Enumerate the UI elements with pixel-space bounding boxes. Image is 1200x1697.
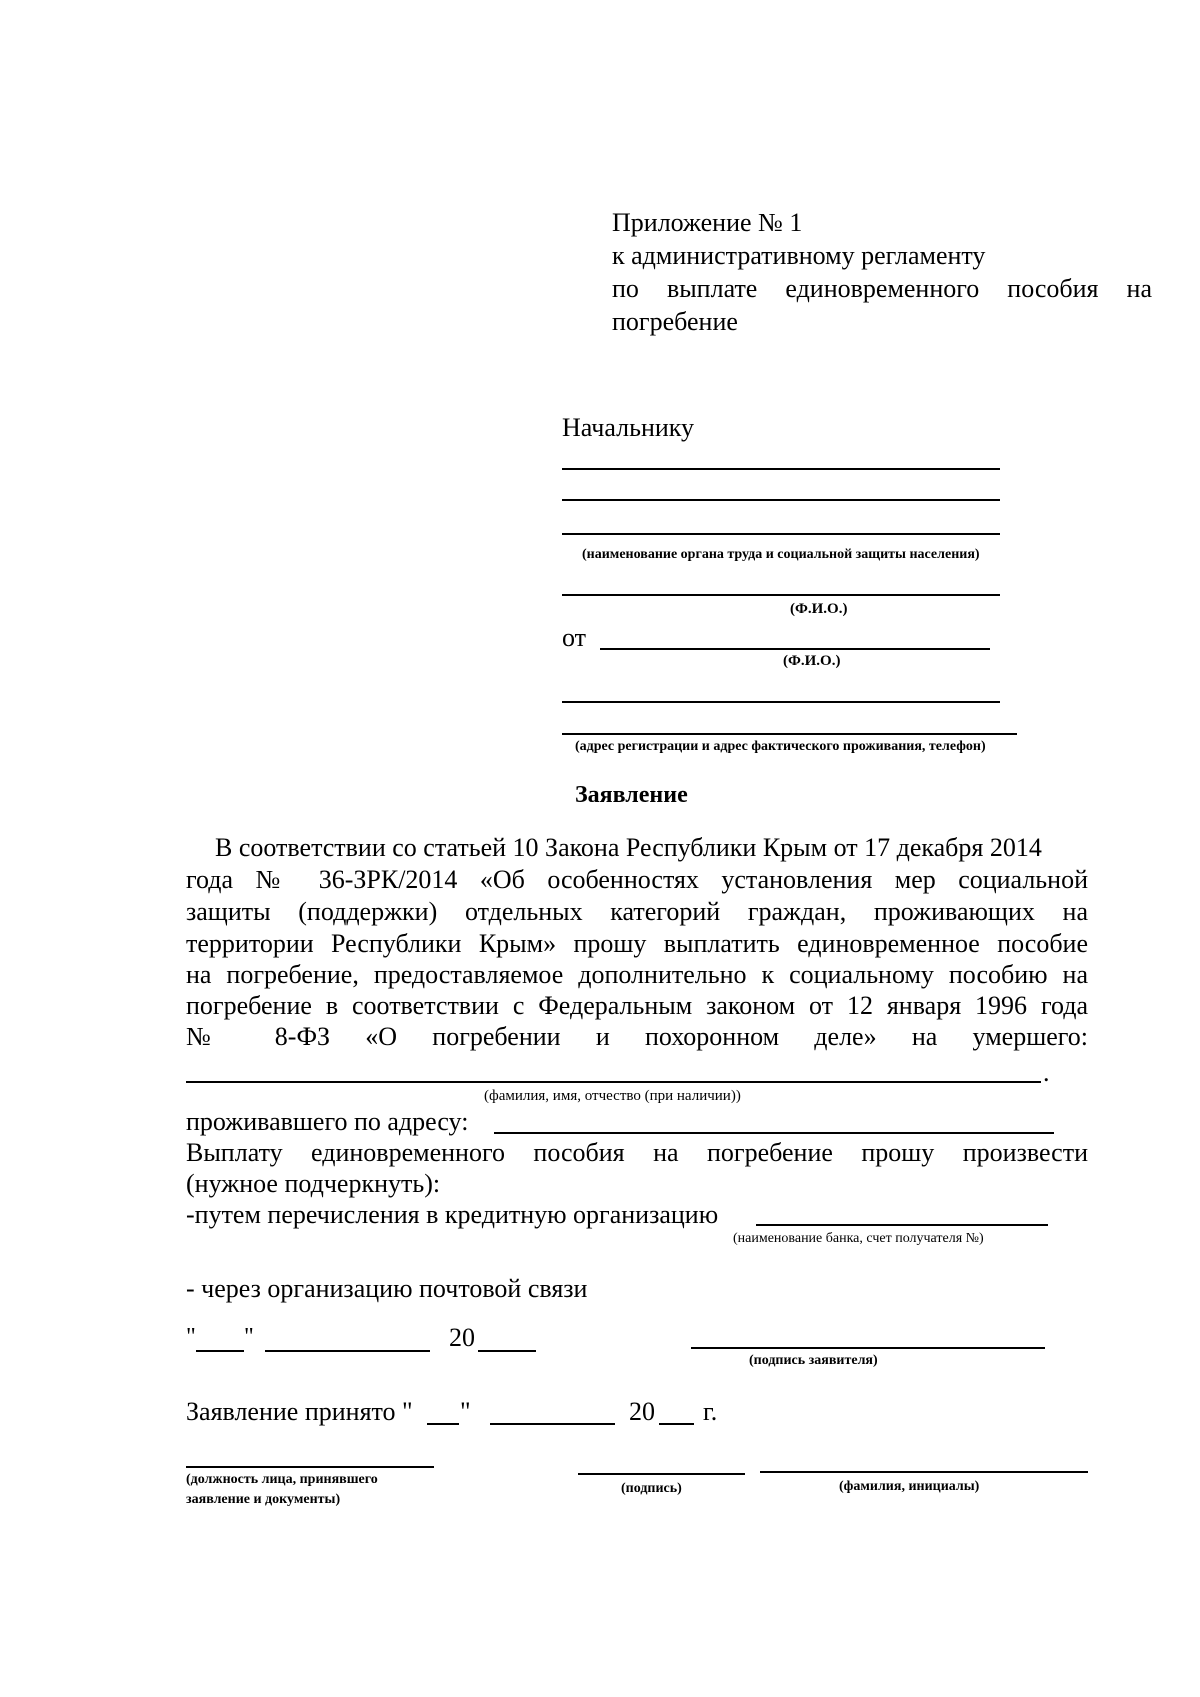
from-fio-line[interactable] bbox=[600, 648, 990, 650]
deceased-name-line[interactable] bbox=[186, 1081, 1041, 1083]
payment-line-2: (нужное подчеркнуть): bbox=[186, 1169, 441, 1198]
fio-caption-2: (Ф.И.О.) bbox=[783, 653, 841, 669]
date-month-line[interactable] bbox=[265, 1350, 430, 1352]
date-year-line[interactable] bbox=[478, 1350, 536, 1352]
org-caption: (наименование органа труда и социальной защиты населения) bbox=[582, 547, 980, 562]
position-caption-line-2: заявление и документы) bbox=[186, 1492, 341, 1507]
paragraph-line-3: защиты (поддержки) отдельных категорий граждан, проживающих на bbox=[186, 897, 1088, 926]
date-quote-close: " bbox=[244, 1324, 254, 1350]
acceptance-year-suffix: г. bbox=[703, 1397, 718, 1426]
appendix-line-3: по выплате единовременного пособия на bbox=[612, 274, 1152, 303]
appendix-line-1: Приложение № 1 bbox=[612, 208, 803, 237]
addressee-fio-line[interactable] bbox=[562, 594, 1000, 596]
residence-label: проживавшего по адресу: bbox=[186, 1107, 469, 1136]
official-position-line[interactable] bbox=[186, 1466, 434, 1468]
option-post[interactable]: - через организацию почтовой связи bbox=[186, 1274, 588, 1303]
acceptance-year-prefix: 20 bbox=[629, 1397, 655, 1426]
addressee-blank-line-3[interactable] bbox=[562, 533, 1000, 535]
document-title: Заявление bbox=[575, 782, 688, 808]
option-bank[interactable]: -путем перечисления в кредитную организацию bbox=[186, 1200, 719, 1229]
appendix-line-2: к административному регламенту bbox=[612, 241, 986, 270]
date-quote-open: " bbox=[186, 1324, 196, 1350]
addressee-blank-line-1[interactable] bbox=[562, 468, 1000, 470]
acceptance-quote-close: " bbox=[460, 1397, 471, 1426]
bank-caption: (наименование банка, счет получателя №) bbox=[733, 1231, 984, 1246]
fio-caption-1: (Ф.И.О.) bbox=[790, 601, 848, 617]
residence-line[interactable] bbox=[494, 1132, 1054, 1134]
from-label: от bbox=[562, 623, 587, 652]
addressee-to-label: Начальнику bbox=[562, 413, 695, 442]
paragraph-line-6: погребение в соответствии с Федеральным законом от 12 января 1996 года bbox=[186, 991, 1088, 1020]
paragraph-line-1: В соответствии со статьей 10 Закона Республики Крым от 17 декабря 2014 bbox=[215, 833, 1042, 862]
applicant-signature-caption: (подпись заявителя) bbox=[749, 1353, 878, 1368]
paragraph-line-7: № 8-ФЗ «О погребении и похоронном деле» на умершего: bbox=[186, 1022, 1088, 1051]
official-signature-caption: (подпись) bbox=[621, 1481, 682, 1496]
acceptance-label: Заявление принято " bbox=[186, 1397, 413, 1426]
date-day-line[interactable] bbox=[196, 1350, 244, 1352]
address-line-2[interactable] bbox=[562, 733, 1017, 735]
payment-line-1: Выплату единовременного пособия на погребение прошу произвести bbox=[186, 1138, 1088, 1167]
acceptance-month-line[interactable] bbox=[490, 1423, 615, 1425]
bank-line[interactable] bbox=[756, 1224, 1048, 1226]
acceptance-day-line[interactable] bbox=[427, 1423, 459, 1425]
official-signature-line[interactable] bbox=[578, 1473, 745, 1475]
address-caption: (адрес регистрации и адрес фактического проживания, телефон) bbox=[575, 739, 986, 754]
deceased-caption: (фамилия, имя, отчество (при наличии)) bbox=[484, 1088, 741, 1104]
acceptance-year-line[interactable] bbox=[659, 1423, 694, 1425]
addressee-blank-line-2[interactable] bbox=[562, 499, 1000, 501]
applicant-signature-line[interactable] bbox=[691, 1347, 1045, 1349]
official-name-line[interactable] bbox=[760, 1471, 1088, 1473]
paragraph-line-2: года № 36-ЗРК/2014 «Об особенностях установления мер социальной bbox=[186, 865, 1088, 894]
date-year-prefix: 20 bbox=[449, 1323, 475, 1352]
official-name-caption: (фамилия, инициалы) bbox=[839, 1479, 980, 1494]
appendix-line-4: погребение bbox=[612, 307, 738, 336]
deceased-line-period: . bbox=[1043, 1058, 1050, 1087]
paragraph-line-4: территории Республики Крым» прошу выплатить единовременное пособие bbox=[186, 929, 1088, 958]
paragraph-line-5: на погребение, предоставляемое дополнительно к социальному пособию на bbox=[186, 960, 1088, 989]
address-line-1[interactable] bbox=[562, 701, 1000, 703]
position-caption-line-1: (должность лица, принявшего bbox=[186, 1472, 378, 1487]
